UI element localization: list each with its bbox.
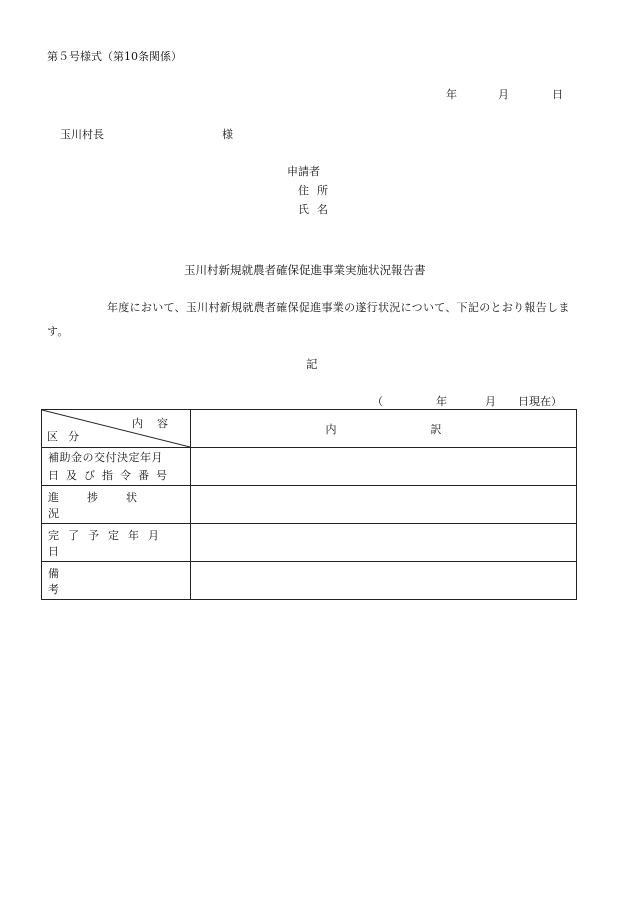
date-month-label: 月 bbox=[498, 88, 509, 101]
row-value-progress[interactable] bbox=[191, 486, 577, 524]
date-day-label: 日 bbox=[552, 88, 563, 101]
as-of-open-paren: （ bbox=[372, 395, 383, 408]
row-value-completion-date[interactable] bbox=[191, 524, 577, 562]
table-row bbox=[42, 448, 577, 486]
table-corner-cell bbox=[42, 410, 191, 448]
as-of-year-label: 年 bbox=[436, 395, 447, 408]
applicant-name-label: 氏名 bbox=[298, 203, 336, 216]
table-header-row bbox=[42, 410, 577, 448]
row-label-progress: 進捗状況 bbox=[42, 486, 191, 524]
table-row bbox=[42, 562, 577, 600]
as-of-day-label: 日現在） bbox=[518, 395, 562, 408]
recipient-name: 玉川村長 bbox=[60, 128, 104, 141]
table-row bbox=[42, 524, 577, 562]
row-label-remarks: 備考 bbox=[42, 562, 191, 600]
applicant-label: 申請者 bbox=[287, 165, 320, 178]
as-of-month-label: 月 bbox=[485, 395, 496, 408]
report-table bbox=[41, 409, 577, 600]
row-value-grant-decision[interactable] bbox=[191, 448, 577, 486]
corner-label-category: 区分 bbox=[47, 430, 89, 443]
form-number: 第５号様式（第10条関係） bbox=[47, 50, 182, 63]
row-label-grant-decision bbox=[42, 448, 191, 486]
header-detail-cell: 内訳 bbox=[191, 410, 577, 448]
date-year-label: 年 bbox=[446, 88, 457, 101]
corner-label-content: 内容 bbox=[132, 417, 182, 430]
table-row bbox=[42, 486, 577, 524]
ki-heading: 記 bbox=[306, 357, 318, 371]
row-label-line2: 日及び指令番号 bbox=[48, 468, 174, 482]
row-value-remarks[interactable] bbox=[191, 562, 577, 600]
recipient-honorific: 様 bbox=[222, 128, 233, 141]
row-label-completion-date: 完了予定年月日 bbox=[42, 524, 191, 562]
body-paragraph: 年度において、玉川村新規就農者確保促進事業の遂行状況について、下記のとおり報告します。 bbox=[47, 301, 570, 338]
applicant-address-label: 住所 bbox=[298, 184, 336, 197]
document-title: 玉川村新規就農者確保促進事業実施状況報告書 bbox=[184, 263, 426, 277]
row-label-line1: 補助金の交付決定年月 bbox=[48, 450, 163, 464]
